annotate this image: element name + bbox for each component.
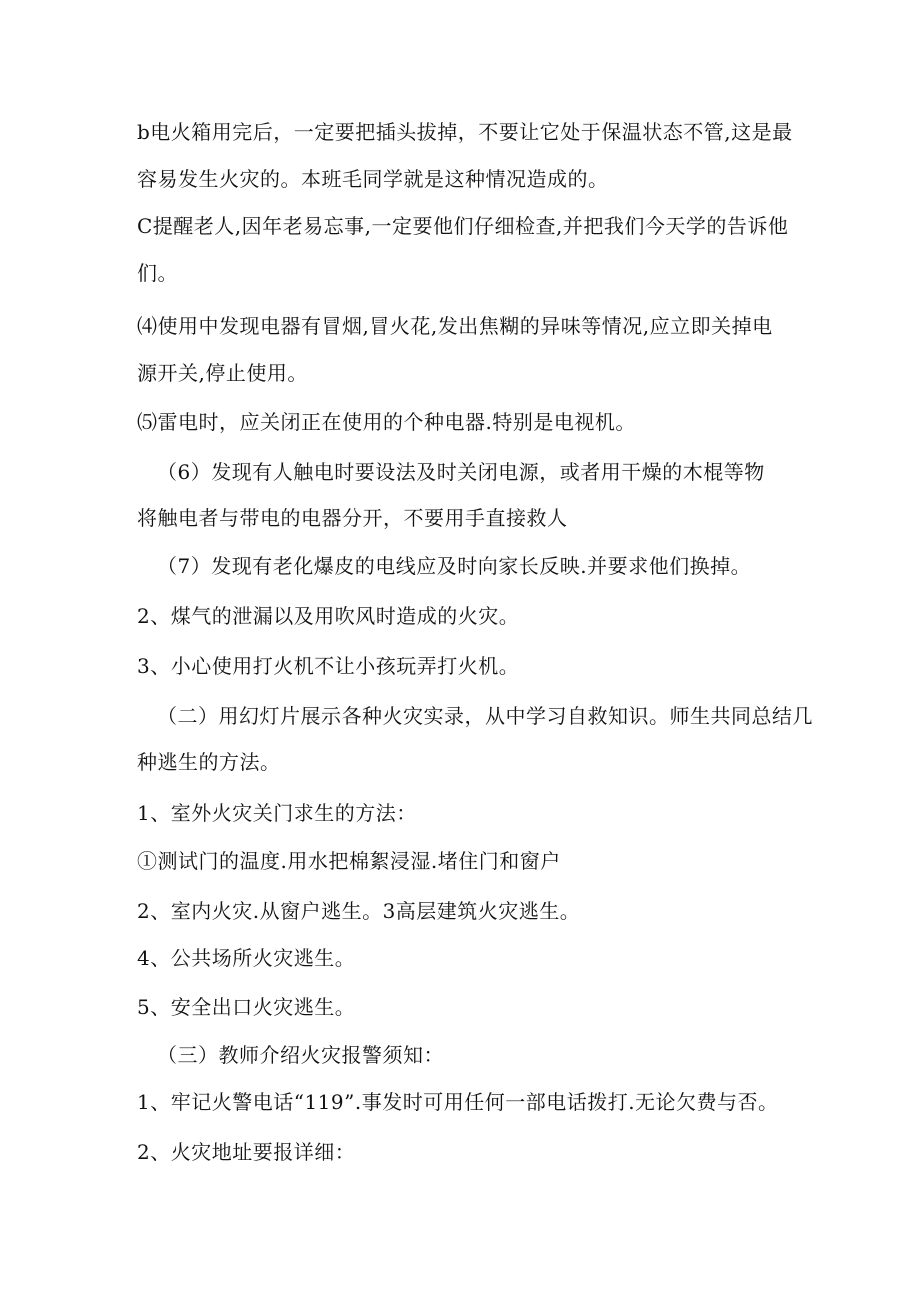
- text-line: （二）用幻灯片展示各种火灾实录，从中学习自救知识。师生共同总结几: [157, 704, 813, 728]
- text-line: ⑷使用中发现电器有冒烟,冒火花,发出焦糊的异味等情况,应立即关掉电: [137, 314, 773, 338]
- text-line: 们。: [137, 261, 178, 285]
- text-line: 2、煤气的泄漏以及用吹风时造成的火灾。: [137, 604, 520, 628]
- text-line: C提醒老人,因年老易忘事,一定要他们仔细检查,并把我们今天学的告诉他: [137, 214, 789, 238]
- text-line: 5、安全出口火灾逃生。: [137, 995, 356, 1019]
- text-line: ⑸雷电时，应关闭正在使用的个种电器.特别是电视机。: [137, 410, 636, 434]
- text-line: 2、室内火灾.从窗户逃生。3高层建筑火灾逃生。: [137, 899, 581, 923]
- text-line: 1、牢记火警电话“119”.事发时可用任何一部电话拨打.无论欠费与否。: [137, 1090, 779, 1114]
- text-line: 4、公共场所火灾逃生。: [137, 946, 356, 970]
- text-line: （三）教师介绍火灾报警须知：: [157, 1043, 444, 1067]
- text-line: （7）发现有老化爆皮的电线应及时向家长反映.并要求他们换掉。: [157, 554, 752, 578]
- text-line: （6）发现有人触电时要设法及时关闭电源，或者用干燥的木棍等物: [157, 460, 765, 484]
- text-line: ①测试门的温度.用水把棉絮浸湿.堵住门和窗户: [137, 849, 561, 873]
- text-line: 3、小心使用打火机不让小孩玩弄打火机。: [137, 654, 520, 678]
- text-line: 将触电者与带电的电器分开，不要用手直接救人: [137, 506, 568, 530]
- text-line: b电火箱用完后，一定要把插头拔掉，不要让它处于保温状态不管,这是最: [137, 120, 793, 144]
- text-line: 源开关,停止使用。: [137, 361, 308, 385]
- text-line: 容易发生火灾的。本班毛同学就是这种情况造成的。: [137, 167, 609, 191]
- text-line: 2、火灾地址要报详细：: [137, 1140, 356, 1164]
- text-line: 种逃生的方法。: [137, 750, 281, 774]
- text-line: 1、室外火灾关门求生的方法：: [137, 801, 417, 825]
